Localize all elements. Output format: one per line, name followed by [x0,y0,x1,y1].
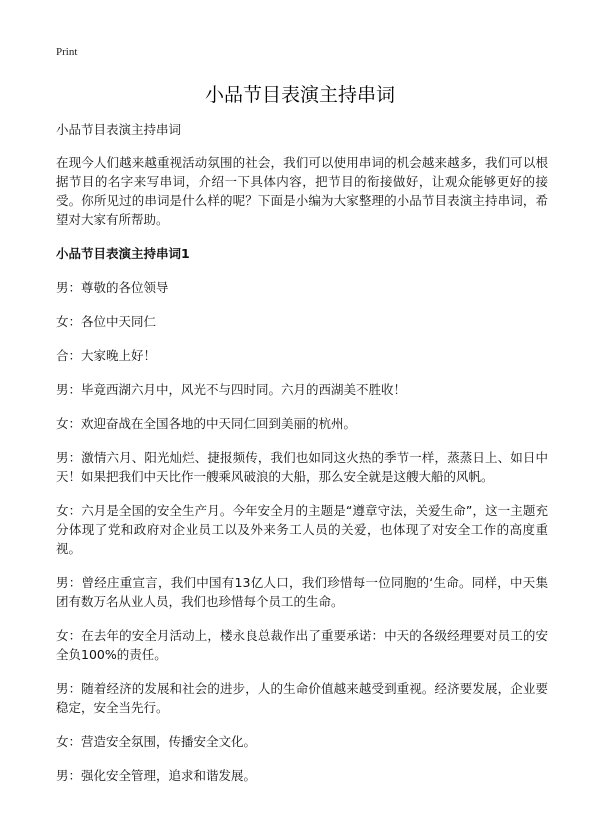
dialogue-line: 男：激情六月、阳光灿烂、捷报频传，我们也如同这火热的季节一样，蒸蒸日上、如日中天！如果把我们中天比作一艘乘风破浪的大船，那么安全就是这艘大船的风帆。 [56,450,548,484]
dialogue-line: 女：欢迎奋战在全国各地的中天同仁回到美丽的杭州。 [56,416,357,431]
dialogue-line: 女：营造安全氛围，传播安全文化。 [56,734,257,749]
dialogue-line: 女：各位中天同仁 [56,314,157,329]
dialogue-line: 男：强化安全管理，追求和谐发展。 [56,768,257,783]
dialogue-line: 女：六月是全国的安全生产月。今年安全月的主题是“遵章守法，关爱生命”，这一主题充分体现了党和政府对企业员工以及外来务工人员的关爱，也体现了对安全工作的高度重视。 [56,503,548,556]
dialogue-line: 男：曾经庄重宣言，我们中国有13亿人口，我们珍惜每一位同胞的‘生命。同样，中天集团有数万名从业人员，我们也珍惜每个员工的生命。 [56,575,548,609]
print-label: Print [56,46,78,58]
page-title: 小品节目表演主持串词 [204,84,395,106]
dialogue-line: 女：在去年的安全月活动上，楼永良总裁作出了重要承诺：中天的各级经理要对员工的安全负100%的责任。 [56,628,548,662]
dialogue-line: 男：尊敬的各位领导 [56,280,169,295]
subtitle: 小品节目表演主持串词 [56,122,182,137]
document-body [56,120,548,800]
section-heading: 小品节目表演主持串词1 [56,246,190,261]
dialogue-line: 合：大家晚上好！ [56,348,157,363]
dialogue-line: 男：毕竟西湖六月中，风光不与四时同。六月的西湖美不胜收！ [56,382,407,397]
intro-paragraph: 在现今人们越来越重视活动氛围的社会，我们可以使用串词的机会越来越多，我们可以根据节目的名字来写串词，介绍一下具体内容，把节目的衔接做好，让观众能够更好的接受。你所见过的串词是什么样的呢？下面是小编为大家整理的小品节目表演主持串词，希望对大家有所帮助。 [56,155,548,227]
dialogue-line: 男：随着经济的发展和社会的进步，人的生命价值越来越受到重视。经济要发展，企业要稳定，安全当先行。 [56,681,548,715]
